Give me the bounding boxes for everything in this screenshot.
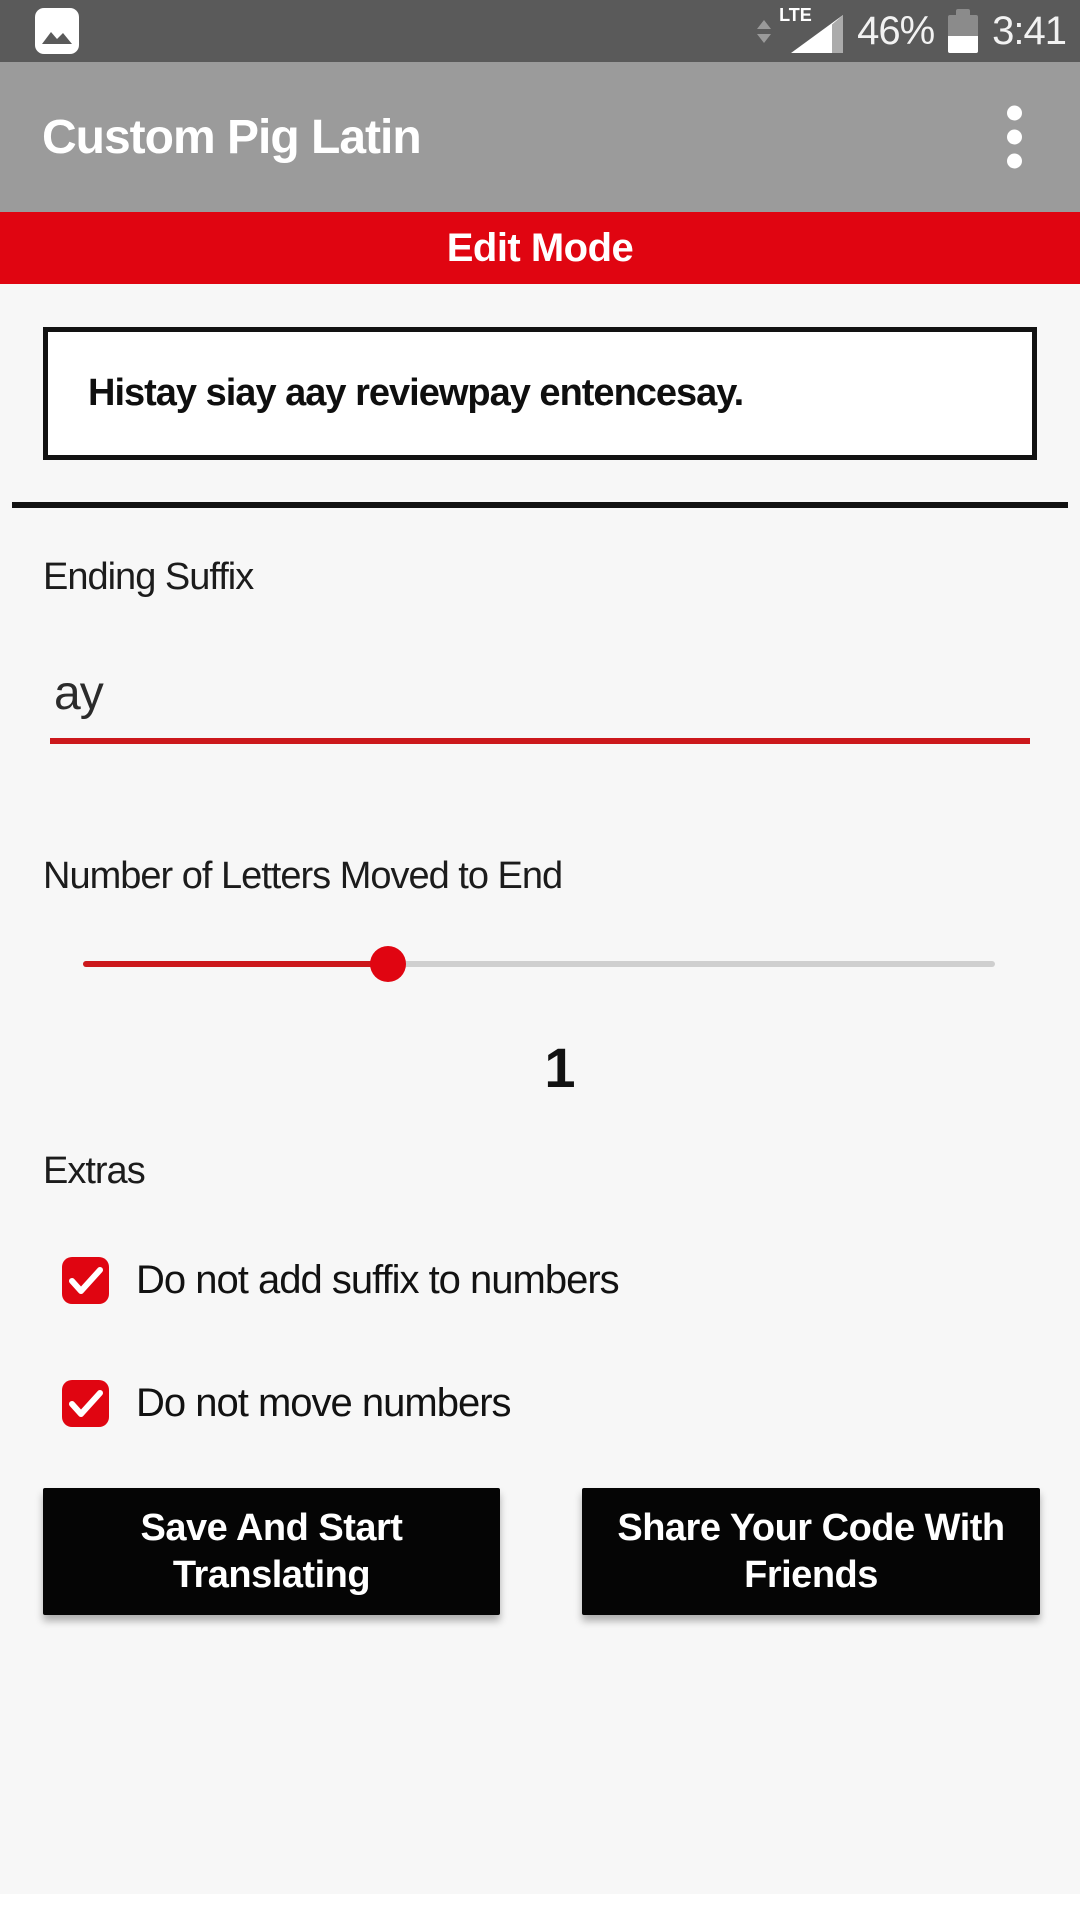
translation-preview-box[interactable]: [43, 327, 1037, 460]
ending-suffix-label: Ending Suffix: [43, 556, 254, 598]
extras-label: Extras: [43, 1150, 145, 1192]
checkbox-checked-icon[interactable]: [62, 1380, 109, 1427]
battery-fill: [948, 36, 978, 53]
battery-icon: [948, 9, 978, 53]
signal-strength-icon: [779, 7, 843, 55]
ending-suffix-value: ay: [54, 667, 103, 720]
section-divider: [12, 502, 1068, 508]
letters-moved-value: 1: [544, 1036, 576, 1099]
checkbox-no-suffix-numbers[interactable]: [62, 1257, 619, 1304]
network-activity-icon: [757, 20, 771, 43]
share-your-code-button[interactable]: Share Your Code With Friends: [582, 1488, 1040, 1615]
slider-fill: [83, 961, 388, 967]
network-type-label: LTE: [779, 5, 812, 25]
edit-mode-label: Edit Mode: [446, 225, 634, 270]
page-title: Custom Pig Latin: [42, 110, 421, 164]
app-bar: [0, 62, 1080, 212]
checkbox-no-move-numbers[interactable]: [62, 1380, 511, 1427]
photo-icon: [35, 8, 79, 54]
letters-moved-label: Number of Letters Moved to End: [43, 855, 563, 897]
checkbox-label: Do not add suffix to numbers: [136, 1258, 619, 1302]
checkbox-checked-icon[interactable]: [62, 1257, 109, 1304]
clock-label: 3:41: [992, 8, 1066, 53]
status-bar-right: [757, 0, 1066, 62]
slider-thumb[interactable]: [370, 946, 406, 982]
translation-preview-text: Histay siay aay reviewpay entencesay.: [88, 372, 744, 414]
bottom-strip: [0, 1894, 1080, 1920]
edit-mode-banner: [0, 212, 1080, 284]
status-bar: [0, 0, 1080, 62]
overflow-menu-icon[interactable]: [999, 98, 1030, 177]
input-underline: [50, 738, 1030, 744]
letters-moved-slider[interactable]: [83, 940, 995, 988]
battery-percent-label: 46%: [857, 8, 935, 53]
ending-suffix-input[interactable]: [50, 660, 1030, 744]
save-and-start-translating-button[interactable]: Save And Start Translating: [43, 1488, 500, 1615]
checkbox-label: Do not move numbers: [136, 1381, 511, 1425]
